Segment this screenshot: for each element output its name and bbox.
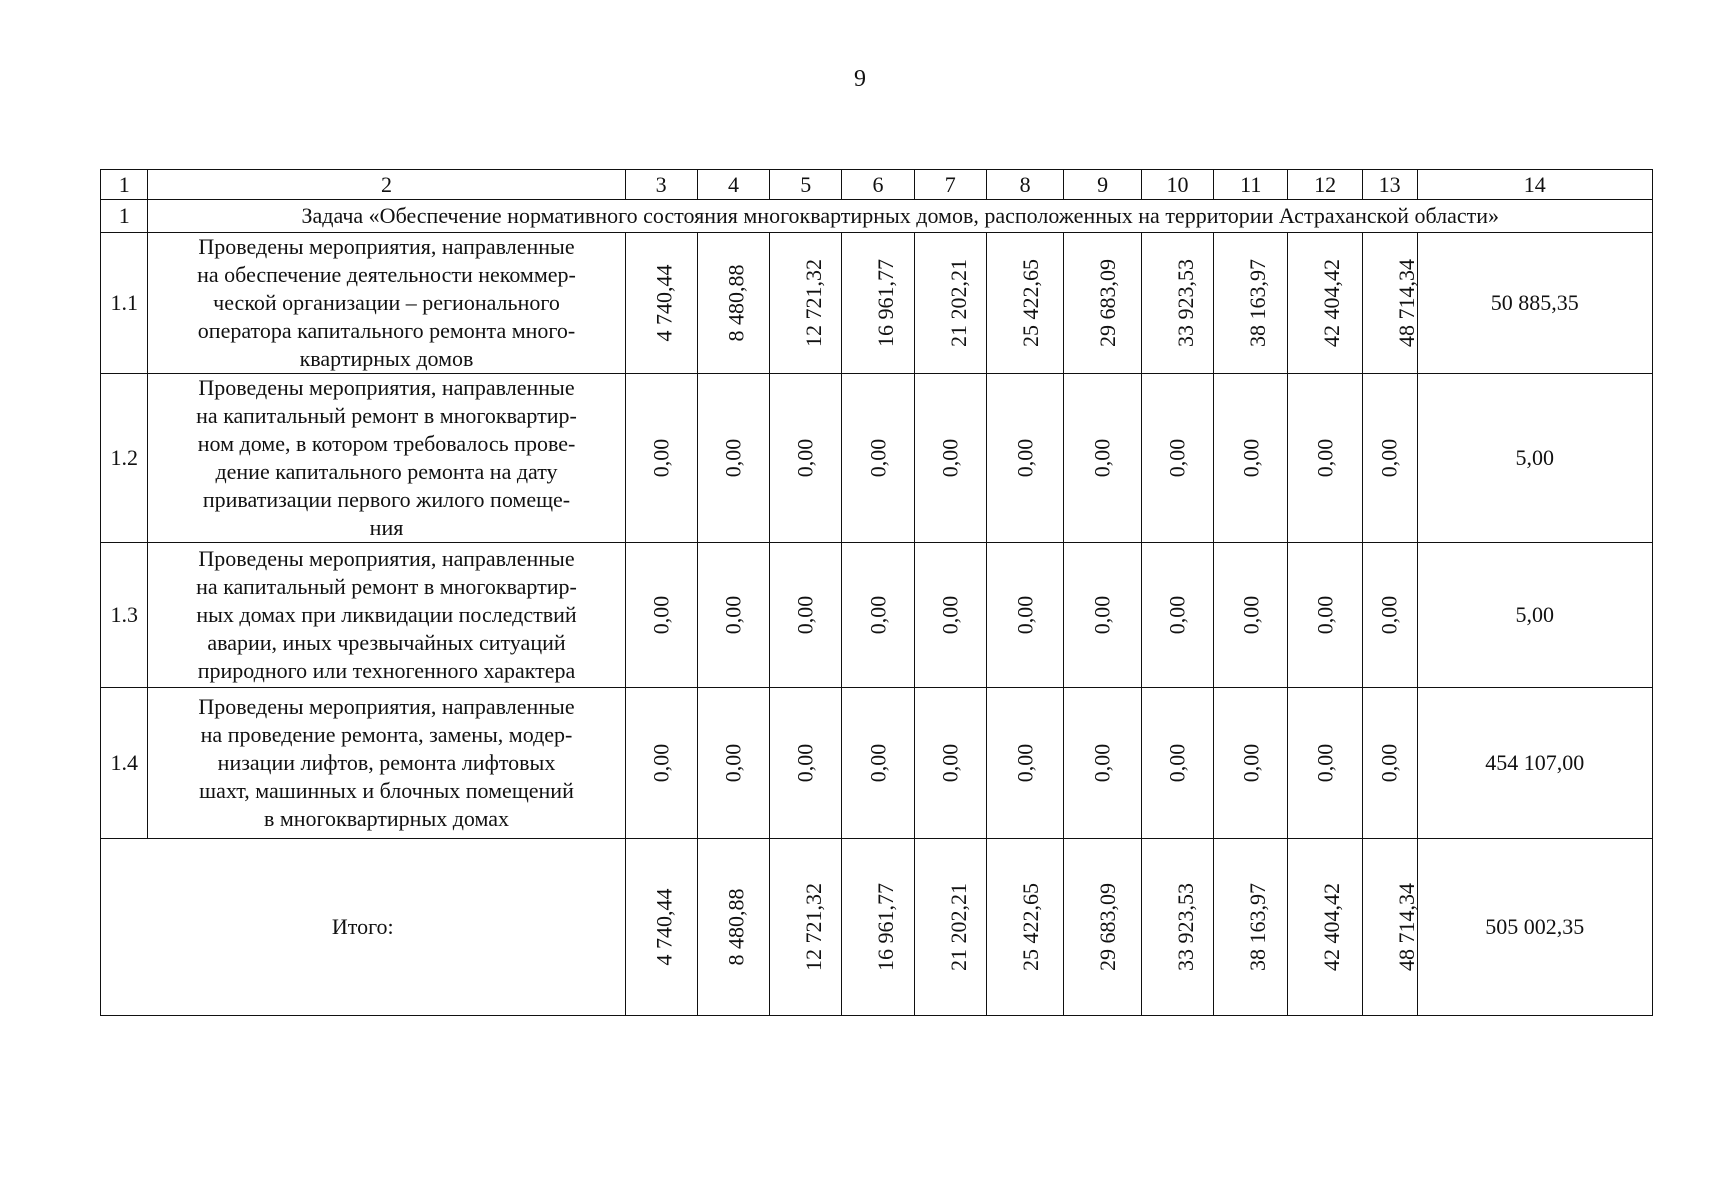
description-line: Проведены мероприятия, направленные <box>198 375 575 400</box>
description-line: ном доме, в котором требовалось прове- <box>197 431 576 456</box>
column-header: 12 <box>1288 170 1362 200</box>
value-cell: 0,00 <box>770 688 842 839</box>
summary-value-cell: 16 961,77 <box>842 839 914 1016</box>
description-line: на обеспечение деятельности некоммер- <box>197 262 576 287</box>
column-header: 9 <box>1064 170 1141 200</box>
summary-value-cell: 25 422,65 <box>986 839 1063 1016</box>
description-line: ных домах при ликвидации последствий <box>196 602 577 627</box>
value-cell: 0,00 <box>1288 374 1362 543</box>
value-cell: 0,00 <box>914 543 986 688</box>
row-total: 5,00 <box>1417 374 1653 543</box>
value-cell: 0,00 <box>1141 688 1213 839</box>
value-cell: 0,00 <box>1141 543 1213 688</box>
description-line: природного или техногенного характера <box>197 658 576 683</box>
value-cell: 8 480,88 <box>697 233 769 374</box>
description-line: аварии, иных чрезвычайных ситуаций <box>207 630 566 655</box>
task-row <box>101 200 1653 233</box>
row-description <box>148 543 625 688</box>
description-line: оператора капитального ремонта много- <box>197 318 576 343</box>
page-number: 9 <box>854 66 866 92</box>
value-cell: 0,00 <box>1362 688 1417 839</box>
value-cell: 38 163,97 <box>1214 233 1288 374</box>
description-line: Проведены мероприятия, направленные <box>198 546 575 571</box>
description-line: квартирных домов <box>299 346 474 371</box>
row-description <box>148 688 625 839</box>
column-header: 8 <box>986 170 1063 200</box>
description-line: в многоквартирных домах <box>263 806 510 831</box>
column-header: 3 <box>625 170 697 200</box>
description-line: на проведение ремонта, замены, модер- <box>200 722 573 747</box>
value-cell: 0,00 <box>1141 374 1213 543</box>
value-cell: 29 683,09 <box>1064 233 1141 374</box>
row-total: 5,00 <box>1417 543 1653 688</box>
description-line: дение капитального ремонта на дату <box>215 459 558 484</box>
value-cell: 0,00 <box>697 688 769 839</box>
value-cell: 0,00 <box>697 543 769 688</box>
column-header: 14 <box>1417 170 1653 200</box>
value-cell: 0,00 <box>914 688 986 839</box>
summary-value-cell: 29 683,09 <box>1064 839 1141 1016</box>
value-cell: 0,00 <box>1214 374 1288 543</box>
table-row <box>101 543 1653 688</box>
value-cell: 42 404,42 <box>1288 233 1362 374</box>
column-header: 6 <box>842 170 914 200</box>
table-row <box>101 233 1653 374</box>
value-cell: 0,00 <box>770 543 842 688</box>
row-total: 454 107,00 <box>1417 688 1653 839</box>
column-number-row <box>101 170 1653 200</box>
program-funding-table <box>100 169 1653 1016</box>
description-line: Проведены мероприятия, направленные <box>198 234 575 259</box>
value-cell: 48 714,34 <box>1362 233 1417 374</box>
summary-value-cell: 48 714,34 <box>1362 839 1417 1016</box>
summary-value-cell: 12 721,32 <box>770 839 842 1016</box>
summary-value-cell: 33 923,53 <box>1141 839 1213 1016</box>
description-line: Проведены мероприятия, направленные <box>198 694 575 719</box>
value-cell: 21 202,21 <box>914 233 986 374</box>
value-cell: 0,00 <box>625 543 697 688</box>
row-number: 1.2 <box>101 374 148 543</box>
value-cell: 0,00 <box>1362 374 1417 543</box>
description-line: на капитальный ремонт в многоквартир- <box>196 403 577 428</box>
value-cell: 0,00 <box>1362 543 1417 688</box>
value-cell: 0,00 <box>1214 688 1288 839</box>
value-cell: 33 923,53 <box>1141 233 1213 374</box>
summary-value-cell: 42 404,42 <box>1288 839 1362 1016</box>
value-cell: 0,00 <box>1064 688 1141 839</box>
column-header: 1 <box>101 170 148 200</box>
value-cell: 16 961,77 <box>842 233 914 374</box>
column-header: 10 <box>1141 170 1213 200</box>
column-header: 11 <box>1214 170 1288 200</box>
value-cell: 0,00 <box>842 374 914 543</box>
value-cell: 0,00 <box>986 543 1063 688</box>
summary-value-cell: 38 163,97 <box>1214 839 1288 1016</box>
value-cell: 0,00 <box>1288 688 1362 839</box>
row-description <box>148 233 625 374</box>
value-cell: 0,00 <box>1288 543 1362 688</box>
table-row <box>101 688 1653 839</box>
task-title: Задача «Обеспечение нормативного состояния многоквартирных домов, расположенных на территории Астраханской области» <box>148 200 1653 233</box>
value-cell: 0,00 <box>697 374 769 543</box>
description-line: низации лифтов, ремонта лифтовых <box>217 750 556 775</box>
value-cell: 0,00 <box>1064 374 1141 543</box>
column-header: 4 <box>697 170 769 200</box>
column-header: 2 <box>148 170 625 200</box>
description-line: шахт, машинных и блочных помещений <box>199 778 574 803</box>
value-cell: 0,00 <box>770 374 842 543</box>
value-cell: 25 422,65 <box>986 233 1063 374</box>
row-total: 50 885,35 <box>1417 233 1653 374</box>
value-cell: 0,00 <box>986 688 1063 839</box>
value-cell: 0,00 <box>914 374 986 543</box>
task-number: 1 <box>101 200 148 233</box>
value-cell: 0,00 <box>986 374 1063 543</box>
row-number: 1.3 <box>101 543 148 688</box>
value-cell: 0,00 <box>1064 543 1141 688</box>
value-cell: 0,00 <box>1214 543 1288 688</box>
summary-value-cell: 4 740,44 <box>625 839 697 1016</box>
summary-label: Итого: <box>101 839 626 1016</box>
row-number: 1.4 <box>101 688 148 839</box>
description-line: на капитальный ремонт в многоквартир- <box>196 574 577 599</box>
summary-value-cell: 21 202,21 <box>914 839 986 1016</box>
value-cell: 0,00 <box>842 688 914 839</box>
summary-total: 505 002,35 <box>1417 839 1653 1016</box>
row-number: 1.1 <box>101 233 148 374</box>
column-header: 5 <box>770 170 842 200</box>
description-line: ческой организации – регионального <box>213 290 560 315</box>
row-description <box>148 374 625 543</box>
value-cell: 12 721,32 <box>770 233 842 374</box>
column-header: 13 <box>1362 170 1417 200</box>
value-cell: 0,00 <box>842 543 914 688</box>
table-row <box>101 374 1653 543</box>
column-header: 7 <box>914 170 986 200</box>
summary-value-cell: 8 480,88 <box>697 839 769 1016</box>
description-line: ния <box>369 515 404 540</box>
value-cell: 0,00 <box>625 374 697 543</box>
summary-row <box>101 839 1653 1016</box>
value-cell: 4 740,44 <box>625 233 697 374</box>
description-line: приватизации первого жилого помеще- <box>202 487 571 512</box>
value-cell: 0,00 <box>625 688 697 839</box>
